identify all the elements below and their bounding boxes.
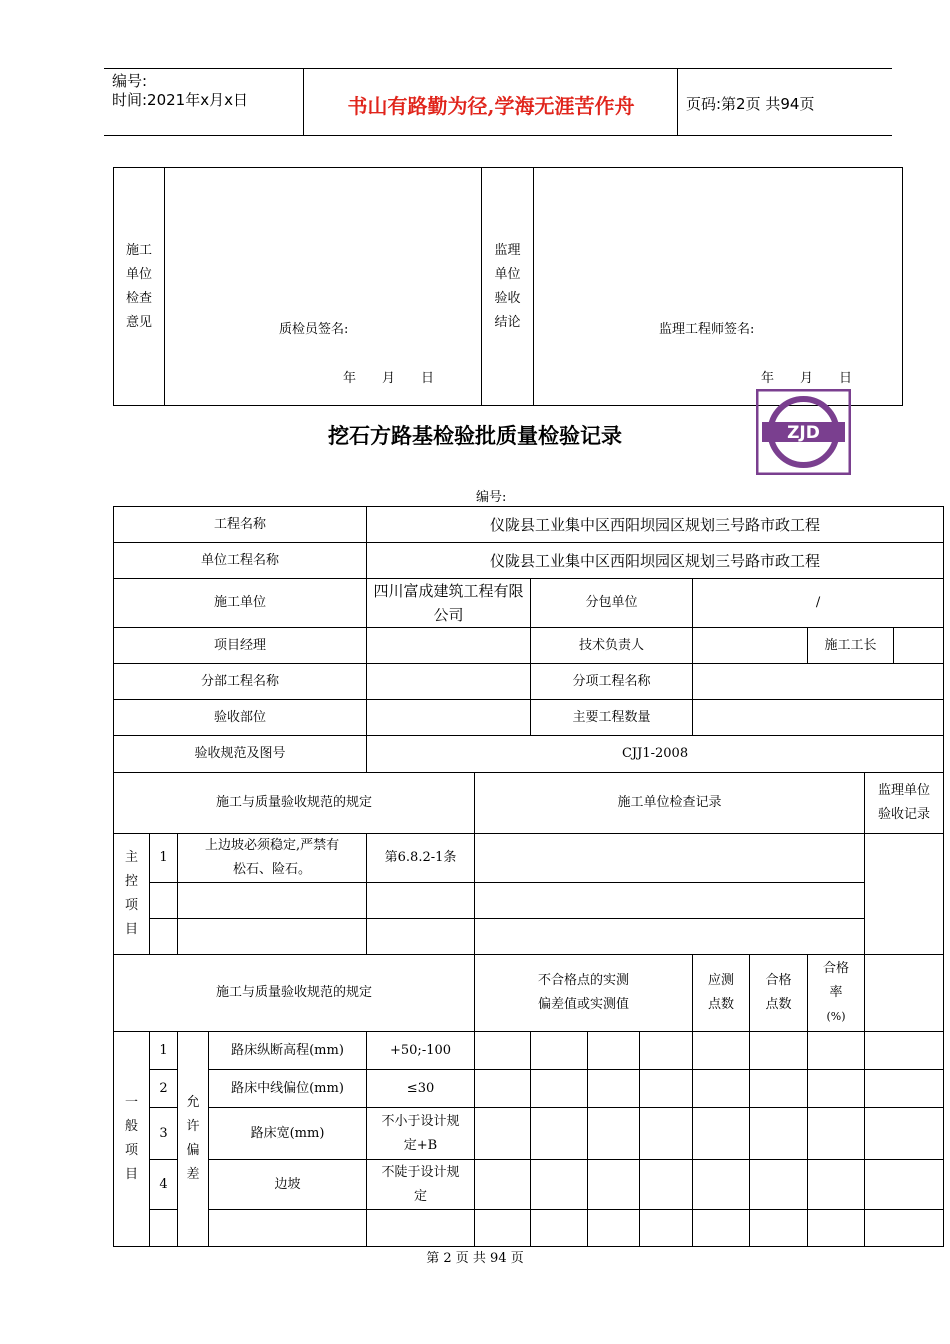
measure-cell <box>475 1160 531 1210</box>
points-cell <box>693 1210 750 1247</box>
header-page-label: 页码:第2页 共94页 <box>686 95 815 113</box>
header-top-rule <box>104 68 892 69</box>
supervisor-date: 年 月 日 <box>761 371 853 386</box>
tolerance-label: 允 许 偏 差 <box>178 1032 209 1247</box>
unit-project-label: 单位工程名称 <box>114 543 367 579</box>
measure-cell <box>588 1160 640 1210</box>
main-control-group-label: 主 控 项 目 <box>114 834 150 955</box>
rate-cell <box>808 1160 865 1210</box>
signature-table <box>113 167 903 406</box>
general-item-name: 路床宽(mm) <box>209 1108 367 1160</box>
measure-header: 不合格点的实测 偏差值或实测值 <box>475 955 693 1032</box>
subcontractor-label: 分包单位 <box>531 579 693 628</box>
general-item-value: ≤30 <box>367 1070 475 1108</box>
measure-cell <box>640 1108 693 1160</box>
general-item-value: 不陡于设计规 定 <box>367 1160 475 1210</box>
measure-cell <box>640 1210 693 1247</box>
measure-cell <box>588 1210 640 1247</box>
main-spec-header: 施工与质量验收规范的规定 <box>114 773 475 834</box>
project-name-label: 工程名称 <box>114 507 367 543</box>
division-value <box>367 664 531 700</box>
spec-value: CJJ1-2008 <box>367 736 944 773</box>
pass-cell <box>750 1032 808 1070</box>
general-supervisor-cell <box>865 1160 944 1210</box>
measure-cell <box>531 1210 588 1247</box>
measure-cell <box>640 1032 693 1070</box>
general-item-number: 4 <box>150 1160 178 1210</box>
rate-cell <box>808 1070 865 1108</box>
general-item-name: 边坡 <box>209 1160 367 1210</box>
page-footer: 第 2 页 共 94 页 <box>426 1251 524 1266</box>
main-empty-clause <box>367 919 475 955</box>
supervisor-record-header: 监理单位 验收记录 <box>865 773 944 834</box>
header-meta <box>112 72 248 110</box>
measure-cell <box>475 1032 531 1070</box>
general-item-name: 路床中线偏位(mm) <box>209 1070 367 1108</box>
contractor-label: 施工单位 <box>114 579 367 628</box>
general-supervisor-cell <box>865 1108 944 1160</box>
supervisor-conclusion-label: 监理 单位 验收 结论 <box>482 168 534 406</box>
subitem-value <box>693 664 944 700</box>
location-label: 验收部位 <box>114 700 367 736</box>
quantity-label: 主要工程数量 <box>531 700 693 736</box>
general-supervisor-cell <box>865 1032 944 1070</box>
measure-cell <box>475 1070 531 1108</box>
header-bottom-rule <box>104 135 892 136</box>
header-time-label: 时间:2021年x月x日 <box>112 91 248 109</box>
manager-label: 项目经理 <box>114 628 367 664</box>
location-value <box>367 700 531 736</box>
document-title: 挖石方路基检验批质量检验记录 <box>328 424 622 448</box>
measure-cell <box>531 1032 588 1070</box>
main-item-text: 上边坡必须稳定,严禁有 松石、险石。 <box>178 834 367 883</box>
record-number-label: 编号: <box>476 490 507 505</box>
measure-cell <box>475 1108 531 1160</box>
measure-cell <box>531 1160 588 1210</box>
general-item-value: 不小于设计规 定+B <box>367 1108 475 1160</box>
main-empty-check <box>475 883 865 919</box>
tech-lead-label: 技术负责人 <box>531 628 693 664</box>
main-empty-number <box>150 919 178 955</box>
header-motto: 书山有路勤为径,学海无涯苦作舟 <box>347 94 635 118</box>
general-item-number: 1 <box>150 1032 178 1070</box>
general-empty-name <box>209 1210 367 1247</box>
main-supervisor-record <box>865 834 944 955</box>
manager-value <box>367 628 531 664</box>
measure-cell <box>640 1160 693 1210</box>
general-empty-value <box>367 1210 475 1247</box>
contractor-opinion-label: 施工 单位 检查 意见 <box>114 168 165 406</box>
general-spec-header: 施工与质量验收规范的规定 <box>114 955 475 1032</box>
points-cell <box>693 1070 750 1108</box>
division-label: 分部工程名称 <box>114 664 367 700</box>
main-empty-number <box>150 883 178 919</box>
unit-project-value: 仪陇县工业集中区西阳坝园区规划三号路市政工程 <box>367 543 944 579</box>
general-supervisor-cell <box>865 1070 944 1108</box>
measure-cell <box>531 1108 588 1160</box>
pass-cell <box>750 1070 808 1108</box>
logo-text: ZJD <box>787 423 820 443</box>
measure-cell <box>588 1070 640 1108</box>
pass-cell <box>750 1210 808 1247</box>
general-group-label: 一 般 项 目 <box>114 1032 150 1247</box>
measure-cell <box>475 1210 531 1247</box>
pass-header: 合格 点数 <box>750 955 808 1032</box>
header-divider-1 <box>303 68 304 136</box>
header-divider-2 <box>677 68 678 136</box>
rate-cell <box>808 1210 865 1247</box>
general-item-number: 3 <box>150 1108 178 1160</box>
subitem-label: 分项工程名称 <box>531 664 693 700</box>
quantity-value <box>693 700 944 736</box>
main-item-check <box>475 834 865 883</box>
rate-cell <box>808 1032 865 1070</box>
project-name-value: 仪陇县工业集中区西阳坝园区规划三号路市政工程 <box>367 507 944 543</box>
main-empty-text <box>178 883 367 919</box>
points-cell <box>693 1160 750 1210</box>
contractor-date: 年 月 日 <box>343 371 435 386</box>
general-item-name: 路床纵断高程(mm) <box>209 1032 367 1070</box>
general-supervisor-header <box>865 955 944 1032</box>
main-item-clause: 第6.8.2-1条 <box>367 834 475 883</box>
supervisor-conclusion-cell <box>534 168 903 406</box>
engineer-signature-label: 监理工程师签名: <box>659 322 755 337</box>
general-item-value: +50;-100 <box>367 1032 475 1070</box>
foreman-value <box>894 628 944 664</box>
main-empty-check <box>475 919 865 955</box>
points-header: 应测 点数 <box>693 955 750 1032</box>
pass-cell <box>750 1108 808 1160</box>
qc-signature-label: 质检员签名: <box>279 322 349 337</box>
main-empty-text <box>178 919 367 955</box>
rate-cell <box>808 1108 865 1160</box>
measure-cell <box>588 1032 640 1070</box>
tech-lead-value <box>693 628 808 664</box>
general-item-number: 2 <box>150 1070 178 1108</box>
measure-cell <box>640 1070 693 1108</box>
main-empty-clause <box>367 883 475 919</box>
points-cell <box>693 1108 750 1160</box>
rate-header: 合格 率 (%) <box>808 955 865 1032</box>
inspection-record-table <box>113 506 944 1247</box>
spec-label: 验收规范及图号 <box>114 736 367 773</box>
points-cell <box>693 1032 750 1070</box>
pass-cell <box>750 1160 808 1210</box>
measure-cell <box>531 1070 588 1108</box>
main-check-header: 施工单位检查记录 <box>475 773 865 834</box>
foreman-label: 施工工长 <box>808 628 894 664</box>
contractor-value: 四川富成建筑工程有限公司 <box>367 579 531 628</box>
general-supervisor-cell <box>865 1210 944 1247</box>
subcontractor-value: / <box>693 579 944 628</box>
main-item-number: 1 <box>150 834 178 883</box>
header-number-label: 编号: <box>112 72 148 90</box>
contractor-opinion-cell <box>165 168 482 406</box>
general-empty-number <box>150 1210 178 1247</box>
measure-cell <box>588 1108 640 1160</box>
